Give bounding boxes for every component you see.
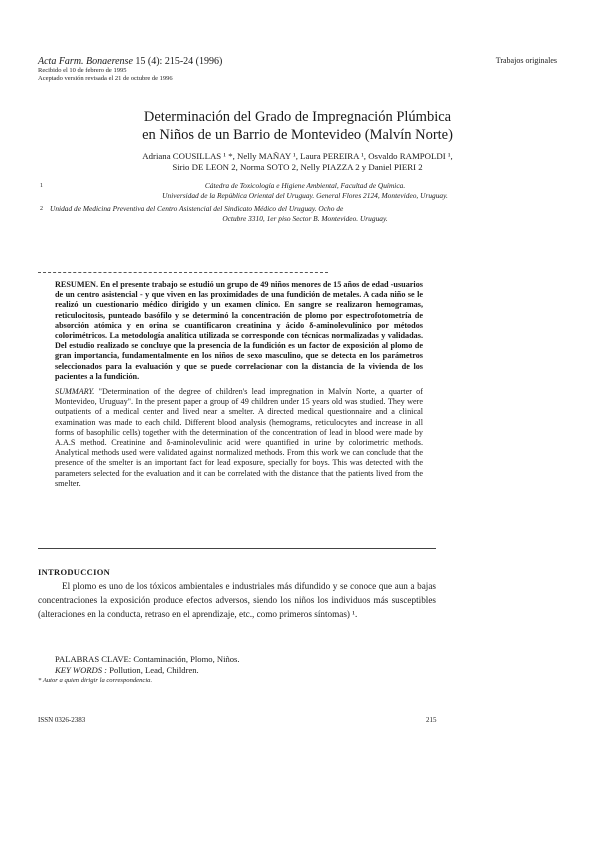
affiliations: [40, 181, 560, 224]
keywords-en-label: KEY WORDS :: [55, 664, 108, 675]
authors-line-2: Sirio DE LEON 2, Norma SOTO 2, Nelly PIAZZA 2 y Daniel PIERI 2: [172, 162, 423, 172]
affiliation-1: [40, 181, 560, 191]
summary-label: SUMMARY.: [55, 387, 95, 396]
section-tag: Trabajos originales: [495, 56, 557, 65]
intro-heading: INTRODUCCION: [38, 567, 111, 577]
keywords-en: [55, 665, 240, 676]
keywords-es-text: Contaminación, Plomo, Niños.: [131, 654, 240, 664]
issn: ISSN 0326-2383: [38, 716, 86, 724]
affiliation-2-line-2: Octubre 3310, 1er piso Sector B. Montevideo. Uruguay.: [222, 214, 388, 223]
abstract-top-rule: [38, 272, 328, 273]
summary-text: "Determination of the degree of children's lead impregnation in Malvín Norte, a quarter of Montevideo, Uruguay". In the present paper a group of 49 children under 15 years old was studied. They were outpatients of a medical center and lived near a smelter. A directed medical questionnaire and a clinical examination was made to each child. Different blood analysis (hemograms, reticulocytes and increase in all forms of basophilic cells) together with the determination of the concentration of lead in blood were made by A.A.S method. Creatinine and δ-aminolevulinic acid were quantified in urine by colorimetric methods. Analytical methods used were validated against normalized methods. From this work we can conclude that the presence of the smelter is an important fact for lead exposure, specially for boys. This was detected with the parameters selected for the evaluation and it can be correlated with the distance that the patients lived from the smelter.: [55, 387, 423, 488]
affiliation-2-marker: 2: [40, 206, 43, 212]
keywords-es-label: PALABRAS CLAVE:: [55, 654, 132, 664]
affiliation-1-line-1: Cátedra de Toxicología e Higiene Ambiental, Facultad de Química.: [204, 181, 406, 190]
correspondence-footnote: * Autor a quien dirigir la correspondencia.: [38, 677, 153, 684]
affiliation-2-line-1: Unidad de Medicina Preventiva del Centro Asistencial del Sindicato Médico del Uruguay. Ocho de: [50, 204, 344, 213]
summary-abstract: [55, 387, 423, 489]
journal-name: Acta Farm. Bonaerense: [38, 56, 133, 67]
intro-paragraph: El plomo es uno de los tóxicos ambientales e industriales más difundido y se conoce que aun a bajas concentraciones la exposición produce efectos adversos, siendo los niños los individuos más susceptibles (alteraciones en la conducta, retraso en el aprendizaje, etc., como primeros síntomas) ¹.: [38, 581, 436, 619]
keywords-en-text: Pollution, Lead, Children.: [107, 664, 199, 675]
affiliation-1-line-2: Universidad de la República Oriental del Uruguay. General Flores 2124, Montevideo, Uruguay.: [162, 191, 448, 200]
title-line-1: Determinación del Grado de Impregnación Plúmbica: [143, 109, 452, 125]
journal-volume: 15 (4): 215-24 (1996): [135, 56, 223, 67]
paper-title: [0, 108, 595, 144]
authors-line-1: Adriana COUSILLAS ¹ *, Nelly MAÑAY ¹, Laura PEREIRA ¹, Osvaldo RAMPOLDI ¹,: [142, 151, 453, 161]
affiliation-2: [40, 204, 560, 214]
page-number: 215: [426, 716, 437, 724]
keywords-es: [55, 654, 240, 665]
keywords-block: [55, 654, 240, 675]
journal-citation: [38, 56, 222, 67]
affiliation-2-cont: [40, 214, 560, 224]
author-list: [50, 151, 545, 173]
abstract-bottom-rule: [38, 548, 436, 549]
resumen-abstract: RESUMEN. En el presente trabajo se estudió un grupo de 49 niños menores de 15 años de edad -usuarios de un centro asistencial - y que viven en las proximidades de una fundición de metales. A cada niño se le realizó un cuestionario médico dirigido y un examen clínico. En sangre se realizaron hemogramas, reticulocitosis, punteado basófilo y se determinó la concentración de plomo por espectrofotometría de absorción atómica y en orina se cuantificaron creatinina y ácido δ-aminolevulínico por métodos colorimétricos. La metodología analítica utilizada se corresponde con técnicas normalizadas y validadas. Del estudio realizado se concluye que la presencia de la fundición es un factor de exposición al plomo de gran importancia, fundamentalmente en los niños de sexo masculino, que se detecta en los parámetros seleccionados para la evaluación y que se puede correlacionar con la distancia de la vivienda de los pacientes a la fundición.: [55, 280, 423, 381]
affiliation-1-cont: [40, 191, 560, 201]
affiliation-spacer: [40, 214, 50, 224]
accepted-date: Aceptado versión revisada el 21 de octubre de 1996: [38, 75, 173, 82]
title-line-2: en Niños de un Barrio de Montevideo (Malvín Norte): [142, 127, 453, 143]
received-dates: [38, 67, 173, 83]
affiliation-1-marker: 1: [40, 183, 43, 189]
received-date: Recibido el 10 de febrero de 1995: [38, 67, 127, 74]
intro-body: [38, 579, 436, 621]
affiliation-spacer: [40, 191, 50, 201]
